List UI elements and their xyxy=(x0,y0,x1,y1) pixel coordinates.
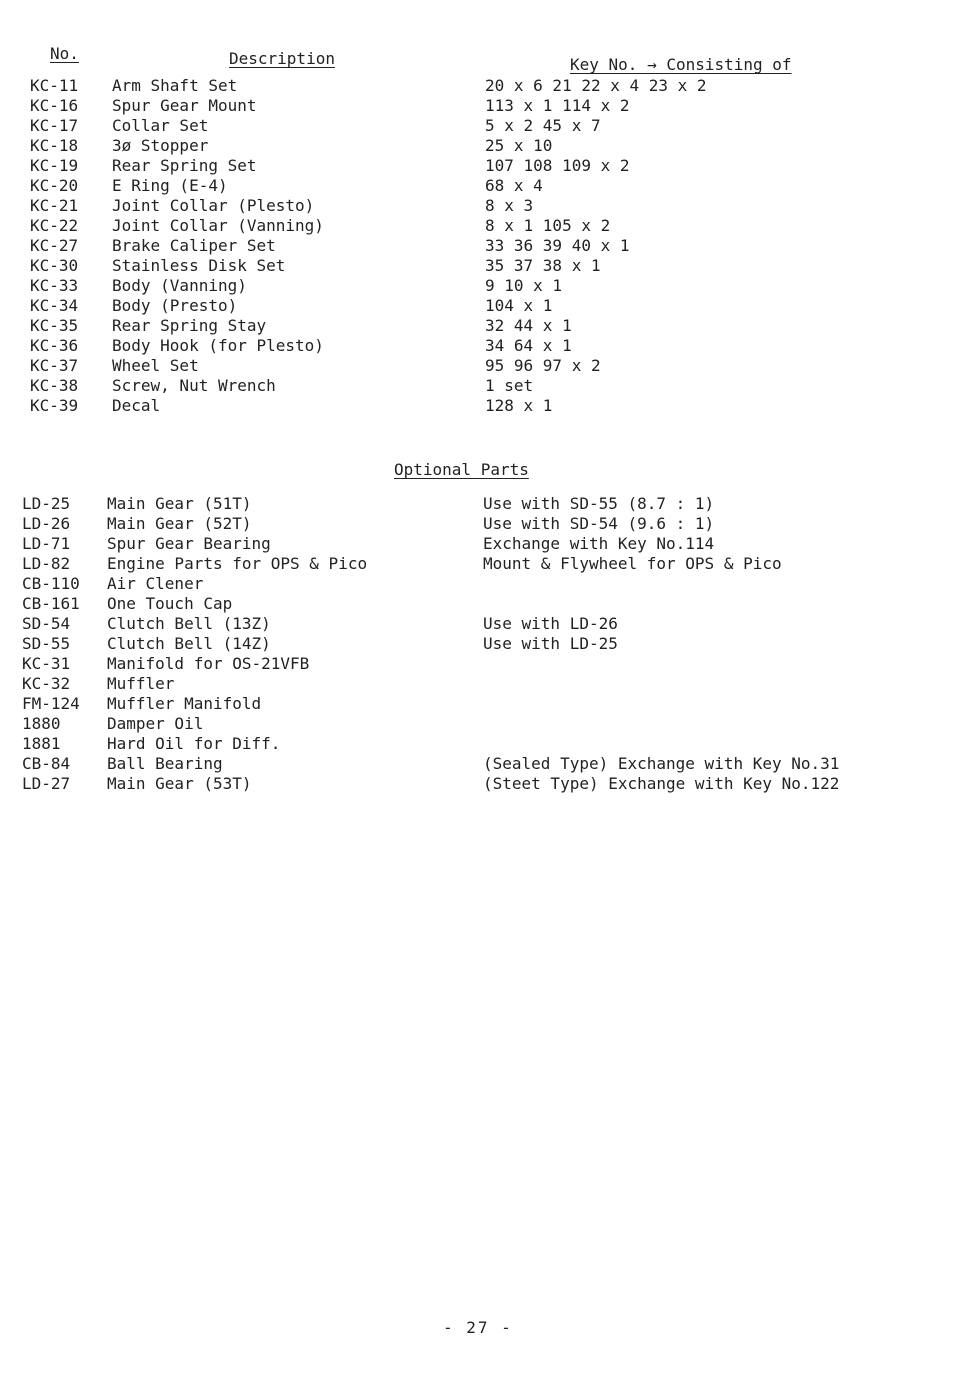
key-numbers: 107 108 109 x 2 xyxy=(485,156,630,175)
kit-parts-list xyxy=(30,76,930,416)
table-row xyxy=(30,296,930,316)
key-numbers: 8 x 1 105 x 2 xyxy=(485,216,611,235)
key-numbers: 113 x 1 114 x 2 xyxy=(485,96,630,115)
key-numbers: 5 x 2 45 x 7 xyxy=(485,116,601,135)
part-description: Main Gear (52T) xyxy=(107,514,252,533)
part-description: 3ø Stopper xyxy=(112,136,209,155)
key-numbers: 34 64 x 1 xyxy=(485,336,572,355)
part-description: One Touch Cap xyxy=(107,594,233,613)
part-number: LD-25 xyxy=(22,494,71,513)
part-number: KC-39 xyxy=(30,396,79,415)
part-description: Air Clener xyxy=(107,574,204,593)
part-description: Wheel Set xyxy=(112,356,199,375)
part-description: Spur Gear Bearing xyxy=(107,534,271,553)
part-number: LD-82 xyxy=(22,554,71,573)
part-number: 1880 xyxy=(22,714,61,733)
key-numbers: 104 x 1 xyxy=(485,296,553,315)
key-numbers: 32 44 x 1 xyxy=(485,316,572,335)
part-description: Engine Parts for OPS & Pico xyxy=(107,554,368,573)
part-number: LD-27 xyxy=(22,774,71,793)
part-description: Arm Shaft Set xyxy=(112,76,238,95)
usage-note: Use with LD-26 xyxy=(483,614,618,633)
table-row xyxy=(22,754,922,774)
table-row xyxy=(30,396,930,416)
usage-note: Use with SD-55 (8.7 : 1) xyxy=(483,494,715,513)
part-description: Main Gear (51T) xyxy=(107,494,252,513)
table-row xyxy=(30,236,930,256)
part-description: Ball Bearing xyxy=(107,754,223,773)
part-number: LD-71 xyxy=(22,534,71,553)
col-header-description: Description xyxy=(229,49,335,68)
part-description: Clutch Bell (13Z) xyxy=(107,614,271,633)
key-numbers: 9 10 x 1 xyxy=(485,276,563,295)
table-row xyxy=(30,256,930,276)
key-numbers: 8 x 3 xyxy=(485,196,534,215)
part-description: Body (Presto) xyxy=(112,296,238,315)
col-header-no: No. xyxy=(50,44,79,63)
table-row xyxy=(22,614,922,634)
part-number: KC-31 xyxy=(22,654,71,673)
table-row xyxy=(22,654,922,674)
part-description: Manifold for OS-21VFB xyxy=(107,654,310,673)
part-description: Rear Spring Stay xyxy=(112,316,267,335)
table-row xyxy=(22,574,922,594)
table-row xyxy=(30,356,930,376)
table-row xyxy=(30,196,930,216)
part-number: CB-84 xyxy=(22,754,71,773)
part-number: KC-33 xyxy=(30,276,79,295)
part-description: Joint Collar (Plesto) xyxy=(112,196,315,215)
part-number: KC-38 xyxy=(30,376,79,395)
part-description: Damper Oil xyxy=(107,714,204,733)
table-row xyxy=(22,694,922,714)
part-description: Decal xyxy=(112,396,161,415)
part-number: SD-54 xyxy=(22,614,71,633)
part-number: KC-11 xyxy=(30,76,79,95)
part-number: KC-21 xyxy=(30,196,79,215)
part-description: Clutch Bell (14Z) xyxy=(107,634,271,653)
table-row xyxy=(22,674,922,694)
table-row xyxy=(30,116,930,136)
table-row xyxy=(30,76,930,96)
table-row xyxy=(30,96,930,116)
key-numbers: 68 x 4 xyxy=(485,176,543,195)
part-description: Spur Gear Mount xyxy=(112,96,257,115)
table-row xyxy=(22,634,922,654)
table-row xyxy=(22,734,922,754)
table-row xyxy=(30,216,930,236)
usage-note: Use with SD-54 (9.6 : 1) xyxy=(483,514,715,533)
usage-note: Use with LD-25 xyxy=(483,634,618,653)
part-number: LD-26 xyxy=(22,514,71,533)
part-description: Rear Spring Set xyxy=(112,156,257,175)
usage-note: Exchange with Key No.114 xyxy=(483,534,715,553)
part-number: KC-37 xyxy=(30,356,79,375)
table-row xyxy=(22,714,922,734)
table-row xyxy=(30,316,930,336)
key-numbers: 95 96 97 x 2 xyxy=(485,356,601,375)
key-numbers: 20 x 6 21 22 x 4 23 x 2 xyxy=(485,76,707,95)
key-numbers: 33 36 39 40 x 1 xyxy=(485,236,630,255)
part-number: KC-27 xyxy=(30,236,79,255)
part-description: Muffler xyxy=(107,674,175,693)
part-number: KC-30 xyxy=(30,256,79,275)
table-row xyxy=(30,336,930,356)
part-number: KC-17 xyxy=(30,116,79,135)
part-description: Stainless Disk Set xyxy=(112,256,286,275)
part-number: KC-34 xyxy=(30,296,79,315)
part-description: Hard Oil for Diff. xyxy=(107,734,281,753)
part-number: KC-19 xyxy=(30,156,79,175)
key-numbers: 1 set xyxy=(485,376,534,395)
part-number: CB-161 xyxy=(22,594,80,613)
part-number: KC-36 xyxy=(30,336,79,355)
part-description: Muffler Manifold xyxy=(107,694,262,713)
part-number: KC-16 xyxy=(30,96,79,115)
part-number: SD-55 xyxy=(22,634,71,653)
table-row xyxy=(30,276,930,296)
table-row xyxy=(22,554,922,574)
usage-note: (Sealed Type) Exchange with Key No.31 xyxy=(483,754,840,773)
part-description: Body Hook (for Plesto) xyxy=(112,336,324,355)
part-number: KC-35 xyxy=(30,316,79,335)
table-row xyxy=(30,376,930,396)
usage-note: (Steet Type) Exchange with Key No.122 xyxy=(483,774,840,793)
table-row xyxy=(22,774,922,794)
part-number: KC-32 xyxy=(22,674,71,693)
part-description: Collar Set xyxy=(112,116,209,135)
col-header-key: Key No. → Consisting of xyxy=(570,55,792,74)
key-numbers: 128 x 1 xyxy=(485,396,553,415)
part-description: E Ring (E-4) xyxy=(112,176,228,195)
optional-parts-heading: Optional Parts xyxy=(394,460,529,479)
key-numbers: 25 x 10 xyxy=(485,136,553,155)
table-row xyxy=(30,136,930,156)
table-row xyxy=(30,176,930,196)
part-number: KC-20 xyxy=(30,176,79,195)
table-row xyxy=(30,156,930,176)
part-description: Brake Caliper Set xyxy=(112,236,276,255)
part-description: Main Gear (53T) xyxy=(107,774,252,793)
page-number: - 27 - xyxy=(443,1318,513,1337)
table-row xyxy=(22,514,922,534)
part-description: Body (Vanning) xyxy=(112,276,247,295)
table-row xyxy=(22,594,922,614)
usage-note: Mount & Flywheel for OPS & Pico xyxy=(483,554,782,573)
part-description: Joint Collar (Vanning) xyxy=(112,216,324,235)
part-number: FM-124 xyxy=(22,694,80,713)
part-number: 1881 xyxy=(22,734,61,753)
key-numbers: 35 37 38 x 1 xyxy=(485,256,601,275)
table-row xyxy=(22,534,922,554)
optional-parts-list xyxy=(22,494,922,794)
part-number: KC-22 xyxy=(30,216,79,235)
part-number: CB-110 xyxy=(22,574,80,593)
part-description: Screw, Nut Wrench xyxy=(112,376,276,395)
table-row xyxy=(22,494,922,514)
part-number: KC-18 xyxy=(30,136,79,155)
